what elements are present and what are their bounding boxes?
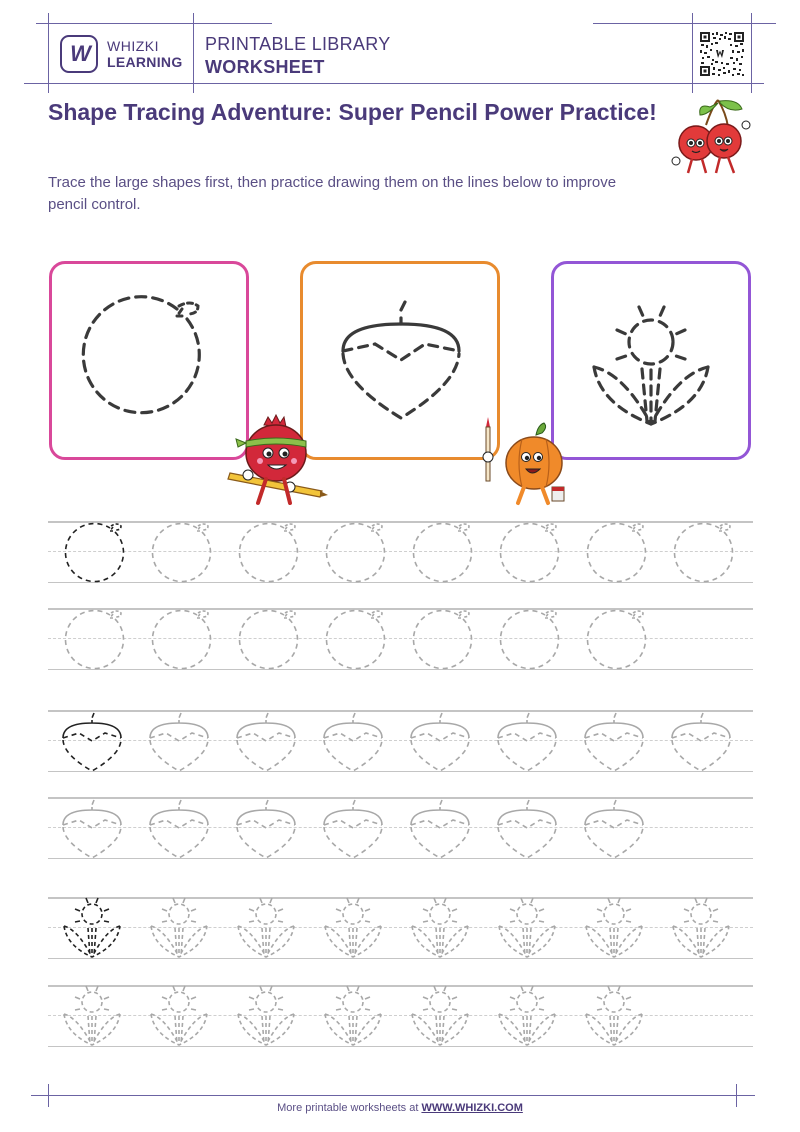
header-divider-1: [48, 13, 49, 93]
brand-name: WHIZKI: [107, 38, 159, 54]
header-divider-4: [751, 13, 752, 93]
whizki-logo-icon: [60, 35, 98, 73]
acorn-practice-shapes-icon[interactable]: [48, 710, 753, 772]
lotus-sun-tracing-shape-icon: [554, 264, 748, 457]
footer-prefix: More printable worksheets at: [277, 1102, 422, 1114]
qr-code-icon[interactable]: [699, 31, 745, 77]
lotus-practice-shapes-icon[interactable]: [48, 985, 753, 1047]
acorn-tracing-shape-icon: [303, 264, 497, 457]
worksheet-label: WORKSHEET: [205, 57, 325, 77]
orange-practice-shapes-icon[interactable]: [48, 608, 753, 670]
practice-row-lotus-2: [48, 985, 753, 1047]
practice-row-orange-1: [48, 521, 753, 583]
practice-row-acorn-1: [48, 710, 753, 772]
logo-letter: W: [70, 41, 88, 66]
shape-card-orange: [49, 261, 249, 460]
header-top-line-right: [593, 23, 776, 24]
practice-row-orange-2: [48, 608, 753, 670]
header-divider-3: [692, 13, 693, 93]
header-top-line: [36, 23, 272, 24]
worksheet-instructions: Trace the large shapes first, then practice drawing them on the lines below to improve pencil control.: [48, 174, 617, 213]
pumpkin-mascot-icon: [478, 413, 574, 509]
lotus-practice-shapes-icon[interactable]: [48, 897, 753, 959]
practice-row-lotus-1: [48, 897, 753, 959]
cherries-mascot-icon: [668, 95, 756, 177]
worksheet-title: Shape Tracing Adventure: Super Pencil Power Practice!: [48, 99, 657, 125]
pomegranate-mascot-icon: [224, 413, 328, 509]
header-bottom-line: [24, 83, 764, 84]
shape-card-acorn: [300, 261, 500, 460]
library-label: PRINTABLE LIBRARY: [205, 34, 391, 54]
orange-tracing-shape-icon: [52, 264, 246, 457]
practice-row-acorn-2: [48, 797, 753, 859]
orange-practice-shapes-icon[interactable]: [48, 521, 753, 583]
header-divider-2: [193, 13, 194, 93]
footer-text: [0, 1102, 800, 1114]
acorn-practice-shapes-icon[interactable]: [48, 797, 753, 859]
shape-card-lotus: [551, 261, 751, 460]
brand-subname: LEARNING: [107, 54, 183, 70]
footer-line: [31, 1095, 755, 1096]
footer-website-link[interactable]: WWW.WHIZKI.COM: [421, 1102, 523, 1114]
